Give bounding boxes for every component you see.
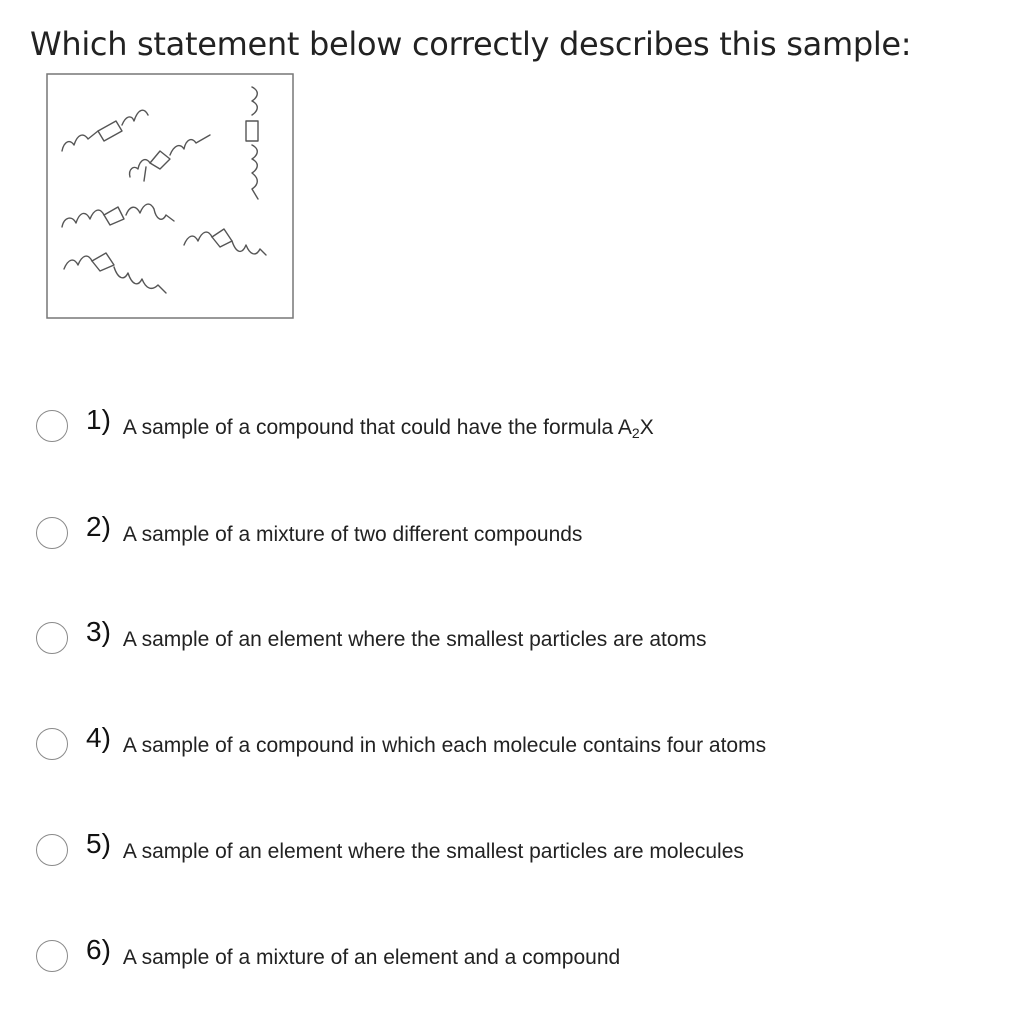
option-label: A sample of a compound that could have the formula $A_2X$ (122, 416, 654, 441)
sample-diagram (46, 73, 294, 319)
option-label: A sample of an element where the smallest particles are molecules (122, 840, 744, 863)
option-5[interactable] (36, 828, 744, 872)
option-number: 4) (86, 722, 111, 753)
question-text: Which statement below correctly describes this sample: (30, 25, 912, 63)
radio-button-option-6[interactable] (36, 940, 68, 972)
option-6[interactable] (36, 934, 620, 978)
option-4[interactable] (36, 722, 766, 766)
radio-button-option-3[interactable] (36, 622, 68, 654)
option-number: 6) (86, 934, 111, 965)
option-number: 5) (86, 828, 111, 859)
option-number: 2) (86, 511, 111, 542)
radio-button-option-4[interactable] (36, 728, 68, 760)
option-1[interactable] (36, 404, 654, 448)
option-label: A sample of a mixture of an element and a compound (122, 946, 621, 969)
option-label: A sample of a compound in which each molecule contains four atoms (122, 734, 767, 757)
option-label: A sample of an element where the smallest particles are atoms (122, 628, 707, 651)
option-number: 3) (86, 616, 111, 647)
option-3[interactable] (36, 616, 707, 660)
option-number: 1) (86, 404, 111, 435)
option-label: A sample of a mixture of two different compounds (122, 523, 583, 546)
radio-button-option-1[interactable] (36, 410, 68, 442)
radio-button-option-5[interactable] (36, 834, 68, 866)
radio-button-option-2[interactable] (36, 517, 68, 549)
sample-diagram-image (46, 73, 294, 319)
option-2[interactable] (36, 511, 582, 555)
